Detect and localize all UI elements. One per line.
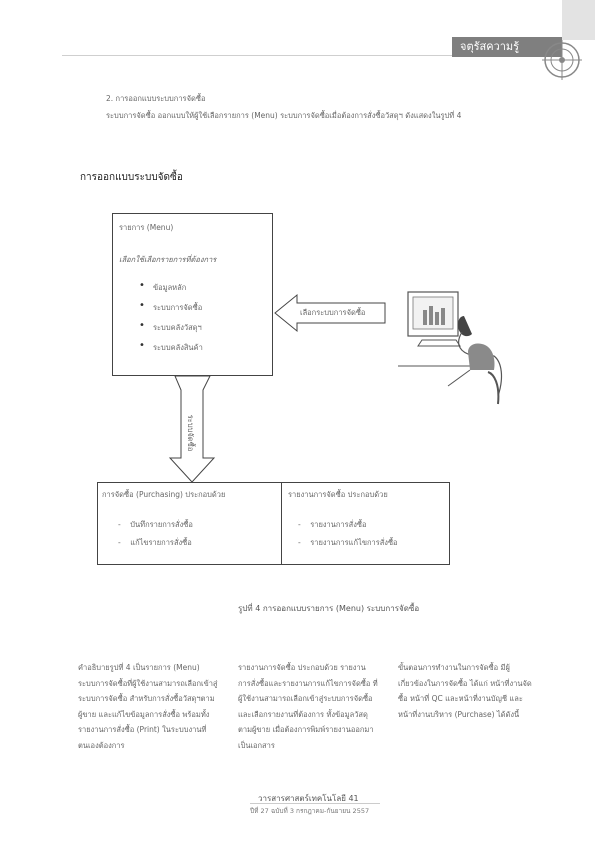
box-divider	[281, 483, 282, 564]
purchasing-item: - แก้ไขรายการสั่งซื้อ	[118, 538, 192, 547]
footer-rule	[250, 803, 380, 804]
purchasing-title: การจัดซื้อ (Purchasing) ประกอบด้วย	[102, 490, 226, 499]
report-item: - รายงานการสั่งซื้อ	[298, 520, 367, 529]
down-arrow-label: ระบบจัดซื้อ	[186, 414, 195, 452]
issue-info: ปีที่ 27 ฉบับที่ 3 กรกฎาคม-กันยายน 2557	[250, 807, 370, 815]
menu-item: • ระบบคลังวัสดุฯ	[139, 322, 203, 342]
figure-caption: รูปที่ 4 การออกแบบรายการ (Menu) ระบบการจัดซื้อ	[238, 604, 420, 613]
purchasing-item: - บันทึกรายการสั่งซื้อ	[118, 520, 193, 529]
computer-user-icon	[398, 286, 508, 406]
menu-item: • ระบบคลังสินค้า	[139, 342, 203, 362]
left-arrow-label: เลือกระบบการจัดซื้อ	[300, 308, 366, 317]
menu-item: • ข้อมูลหลัก	[139, 282, 203, 302]
intro-heading: 2. การออกแบบระบบการจัดซื้อ	[106, 94, 206, 103]
menu-item: • ระบบการจัดซื้อ	[139, 302, 203, 322]
column-1-text: คำอธิบายรูปที่ 4 เป็นรายการ (Menu) ระบบการจัดซื้อที่ผู้ใช้งานสามารถเลือกเข้าสู่ระบบการจัดซื้อ สำหรับการสั่งซื้อวัสดุฯตามผู้ขาย และแก้ไขข้อมูลการสั่งซื้อ พร้อมทั้งรายงานการสั่งซื้อ (Print) ในระบบงานที่ตนเองต้องการ	[78, 663, 218, 750]
report-title: รายงานการจัดซื้อ ประกอบด้วย	[288, 490, 388, 499]
purchasing-box	[97, 482, 450, 565]
menu-title: รายการ (Menu)	[119, 223, 174, 232]
column-3-text: ขั้นตอนการทำงานในการจัดซื้อ มีผู้เกี่ยวข้องในการจัดซื้อ ได้แก่ หน้าที่งานจัดซื้อ หน้าที่ QC และหน้าที่งานบัญชี และหน้าที่งานบริหาร (Purchase) ได้ดังนี้	[398, 663, 532, 719]
section-banner: จตุรัสความรู้	[452, 37, 562, 57]
menu-subtitle: เลือกใช้เลือกรายการที่ต้องการ	[119, 255, 217, 264]
report-item: - รายงานการแก้ไขการสั่งซื้อ	[298, 538, 398, 547]
column-2-text: รายงานการจัดซื้อ ประกอบด้วย รายงานการสั่งซื้อและรายงานการแก้ไขการจัดซื้อ ที่ผู้ใช้งานสามารถเลือกเข้าสู่ระบบการจัดซื้อและเลือกรายงานที่ต้องการ ทั้งข้อมูลวัสดุตามผู้ขาย เมื่อต้องการพิมพ์รายงานออกมาเป็นเอกสาร	[238, 663, 378, 750]
journal-name: วารสารศาสตร์เทคโนโลยี 41	[258, 794, 359, 803]
section-title: การออกแบบระบบจัดซื้อ	[80, 172, 183, 183]
intro-text: ระบบการจัดซื้อ ออกแบบให้ผู้ใช้เลือกรายการ (Menu) ระบบการจัดซื้อเมื่อต้องการสั่งซื้อวัสดุฯ ดังแสดงในรูปที่ 4	[106, 111, 462, 120]
